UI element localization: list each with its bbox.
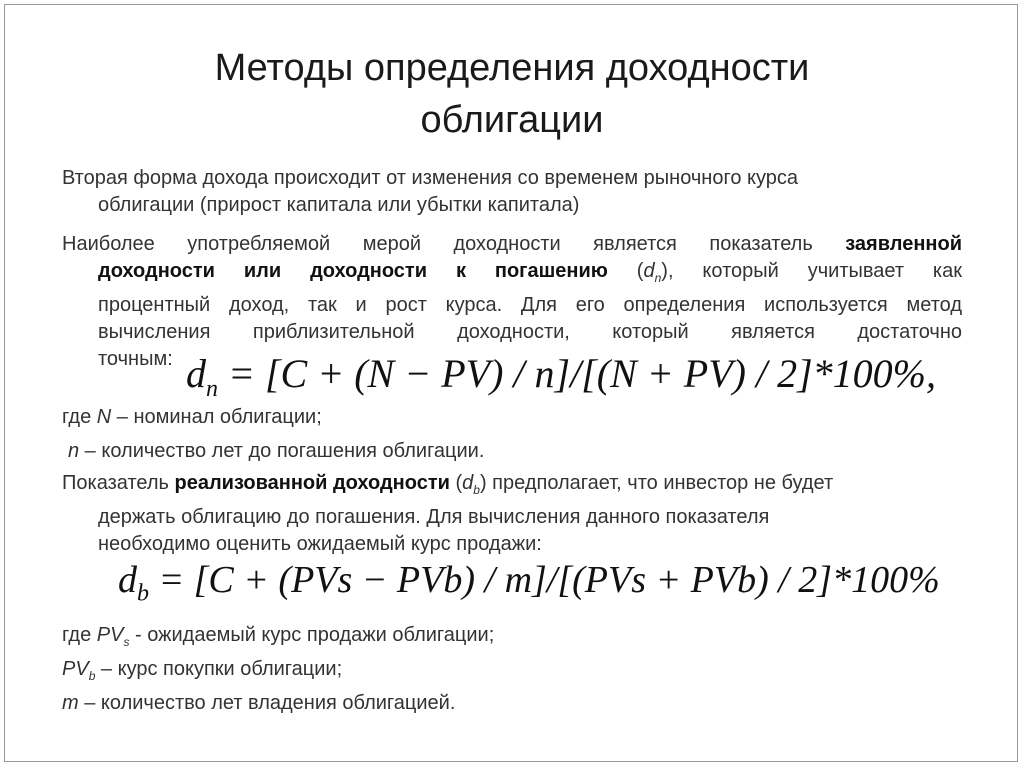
p2-line-1: [62, 231, 962, 258]
def2-var: n: [68, 440, 80, 462]
p3-line-1-text: Показатель: [62, 472, 175, 494]
p1-line-2: облигации (прирост капитала или убытки капитала): [98, 194, 580, 216]
definition-m: [62, 690, 962, 717]
definition-n: [62, 438, 962, 465]
formula-realized-yield: [118, 558, 940, 608]
p1-line-1: Вторая форма дохода происходит от изменения со временем рыночного курса: [62, 167, 798, 189]
p2-var-d-sub: n: [654, 271, 662, 285]
p2-line-1-text: Наиболее употребляемой мерой доходности является показатель: [62, 233, 846, 255]
p3-paren-open: (: [449, 472, 463, 494]
def3-var-letter: PV: [96, 624, 124, 646]
def1-var: N: [96, 406, 112, 428]
def2-line: [62, 438, 962, 465]
formula2-rhs: = [C + (PVs − PVb) / m]/[(PVs + PVb) / 2]*100%: [158, 559, 940, 601]
def5-text: – количество лет владения облигацией.: [78, 692, 456, 714]
def1-line: [62, 404, 962, 431]
def1-text: – номинал облигации;: [111, 406, 322, 428]
def5-line: [62, 690, 962, 717]
def4-text: – курс покупки облигации;: [95, 658, 343, 680]
def1-where: где: [62, 406, 97, 428]
p2-term-declared: заявленной: [845, 233, 962, 255]
title-line-2: облигации: [420, 99, 604, 141]
p2-line-5: точным:: [98, 348, 173, 370]
formula2-lhs: d: [118, 559, 137, 601]
p2-var-d: [643, 260, 662, 285]
p3-var-d-letter: d: [462, 472, 474, 494]
title-line-1: Методы определения доходности: [214, 47, 810, 89]
p2-line-4: вычисления приблизительной доходности, который является достаточно: [98, 321, 962, 343]
p3-term-realized: реализованной доходности: [174, 472, 450, 494]
definition-PVb: [62, 656, 962, 690]
p2-line-3: процентный доход, так и рост курса. Для его определения используется метод: [98, 294, 962, 316]
paragraph-capital-gain: [62, 165, 962, 219]
def3-line: [62, 622, 962, 656]
p3-var-d: [462, 472, 480, 497]
definition-N: [62, 404, 962, 431]
p2-var-d-letter: d: [643, 260, 655, 282]
def3-where: где: [62, 624, 97, 646]
def3-var: [96, 624, 130, 649]
def3-var-sub: s: [123, 635, 130, 649]
def4-var-letter: PV: [62, 658, 89, 680]
formula1-lhs-sub: n: [206, 376, 218, 402]
slide-title: [0, 42, 1024, 146]
p3-var-d-sub: b: [473, 483, 480, 497]
p3-line-1: [62, 470, 962, 504]
p2-line-2: [62, 258, 962, 292]
formula-yield-to-maturity: [186, 350, 936, 403]
definition-PVs: [62, 622, 962, 656]
def2-text: – количество лет до погашения облигации.: [79, 440, 485, 462]
p3-line-2: держать облигацию до погашения. Для вычисления данного показателя: [98, 506, 770, 528]
p2-term-ytm: доходности или доходности к погашению: [98, 260, 608, 282]
p3-line-3: необходимо оценить ожидаемый курс продажи:: [98, 533, 542, 555]
formula2-lhs-sub: b: [137, 580, 149, 607]
p2-line-2-rest: ), который учитывает как: [661, 260, 962, 282]
def3-text: - ожидаемый курс продажи облигации;: [129, 624, 495, 646]
def4-var: [62, 658, 96, 683]
def5-var: m: [62, 692, 79, 714]
p2-paren-open: (: [607, 260, 644, 282]
p3-line-1-rest: ) предполагает, что инвестор не будет: [479, 472, 834, 494]
def4-line: [62, 656, 962, 690]
formula1-lhs: d: [186, 351, 206, 396]
def4-var-sub: b: [88, 669, 96, 683]
paragraph-realized-yield: [62, 470, 962, 558]
formula1-rhs: = [C + (N − PV) / n]/[(N + PV) / 2]*100%,: [228, 351, 936, 396]
